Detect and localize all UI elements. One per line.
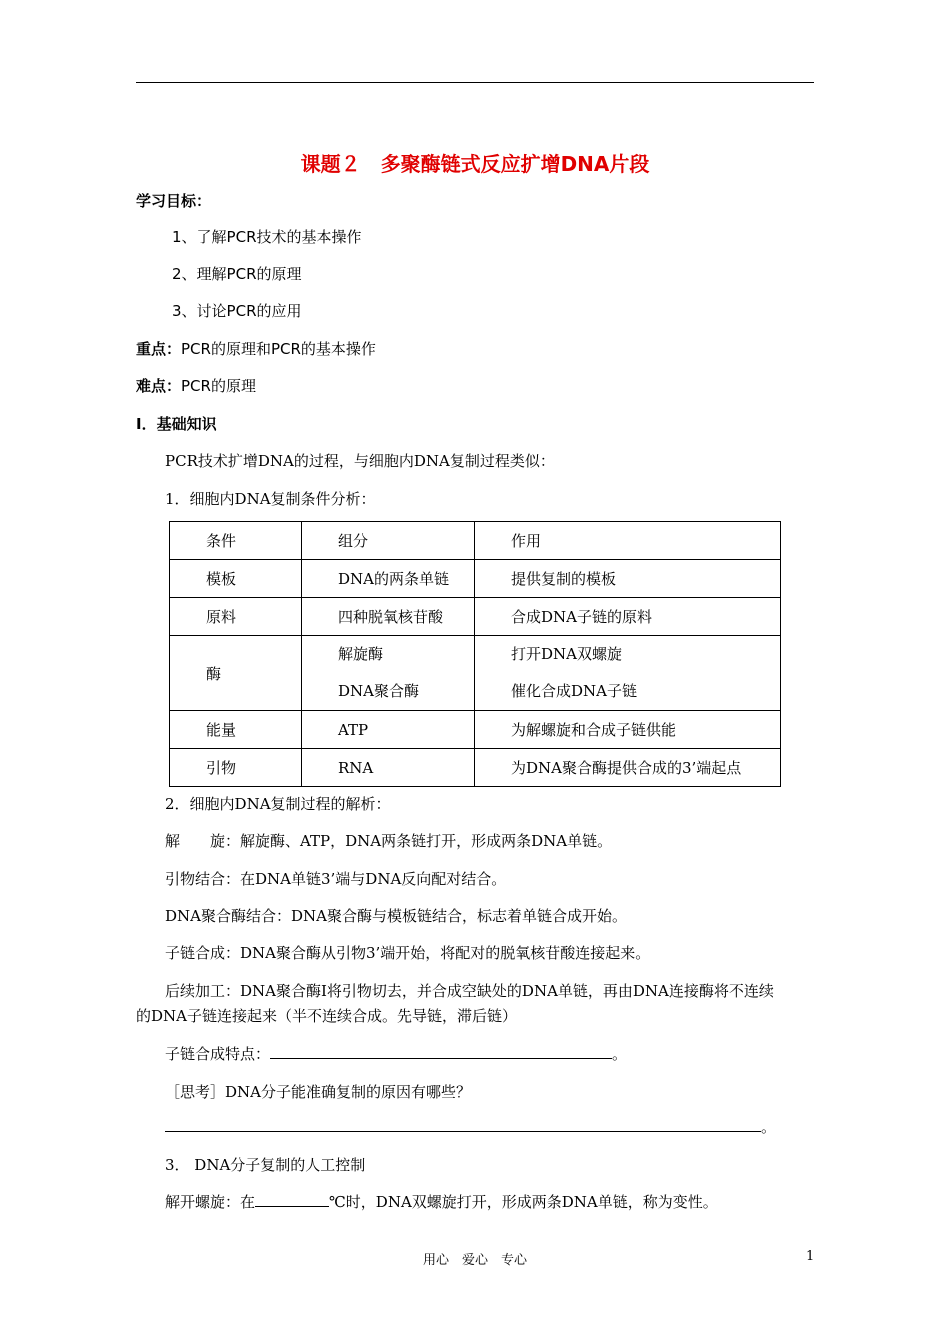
answer-blank bbox=[255, 1192, 329, 1207]
table-cell-condition: 酶 bbox=[170, 636, 302, 711]
period: 。 bbox=[761, 1118, 777, 1136]
table-row bbox=[170, 711, 781, 749]
section-heading: Ⅰ．基础知识 bbox=[136, 415, 217, 433]
key-point-text: PCR的原理和PCR的基本操作 bbox=[181, 340, 376, 358]
table-header-row bbox=[170, 522, 781, 560]
table-cell-condition: 原料 bbox=[170, 598, 302, 636]
difficult-point-label: 难点： bbox=[136, 377, 182, 395]
key-point-label: 重点： bbox=[136, 340, 182, 358]
process-step: 引物结合：在DNA单链3’端与DNA反向配对结合。 bbox=[165, 870, 507, 888]
role-line: 催化合成DNA子链 bbox=[511, 682, 637, 700]
difficult-point bbox=[136, 376, 256, 396]
answer-blank bbox=[270, 1044, 612, 1059]
page-title: 课题２ 多聚酶链式反应扩增DNA片段 bbox=[300, 152, 650, 176]
objective-item: 3、讨论PCR的应用 bbox=[172, 302, 302, 320]
table-cell-role: 合成DNA子链的原料 bbox=[475, 598, 781, 636]
table-cell-component: DNA的两条单链 bbox=[302, 560, 475, 598]
header-rule bbox=[136, 82, 814, 83]
process-step: DNA聚合酶结合：DNA聚合酶与模板链结合，标志着单链合成开始。 bbox=[165, 907, 627, 925]
table-row bbox=[170, 598, 781, 636]
post-processing-line: 后续加工：DNA聚合酶Ⅰ将引物切去，并合成空缺处的DNA单链，再由DNA连接酶将不连续 bbox=[165, 982, 774, 1000]
table-cell-role: 为DNA聚合酶提供合成的3’端起点 bbox=[475, 749, 781, 787]
period: 。 bbox=[612, 1045, 628, 1063]
table-header-cell: 作用 bbox=[475, 522, 781, 560]
table-row bbox=[170, 560, 781, 598]
process-step: 解 旋：解旋酶、ATP，DNA两条链打开，形成两条DNA单链。 bbox=[165, 832, 613, 850]
feature-label: 子链合成特点： bbox=[165, 1045, 271, 1063]
subheading-process: 2．细胞内DNA复制过程的解析： bbox=[165, 795, 391, 813]
objectives-heading: 学习目标： bbox=[136, 192, 212, 210]
think-question: ［思考］DNA分子能准确复制的原因有哪些？ bbox=[165, 1083, 471, 1101]
difficult-point-text: PCR的原理 bbox=[181, 377, 256, 395]
table-cell-role bbox=[475, 636, 781, 711]
table-cell-component: 四种脱氧核苷酸 bbox=[302, 598, 475, 636]
table-header-cell: 组分 bbox=[302, 522, 475, 560]
conditions-table bbox=[169, 521, 781, 787]
unwind-text-b: ℃时，DNA双螺旋打开，形成两条DNA单链，称为变性。 bbox=[329, 1193, 718, 1211]
key-point bbox=[136, 339, 376, 359]
table-row bbox=[170, 749, 781, 787]
answer-blank bbox=[165, 1117, 761, 1132]
objective-item: 1、了解PCR技术的基本操作 bbox=[172, 228, 362, 246]
page-number: 1 bbox=[806, 1249, 815, 1264]
table-cell-role: 为解螺旋和合成子链供能 bbox=[475, 711, 781, 749]
table-cell-condition: 引物 bbox=[170, 749, 302, 787]
objective-item: 2、理解PCR的原理 bbox=[172, 265, 302, 283]
table-cell-condition: 模板 bbox=[170, 560, 302, 598]
component-line: DNA聚合酶 bbox=[338, 682, 419, 700]
table-cell-component: ATP bbox=[302, 711, 475, 749]
table-cell-component: RNA bbox=[302, 749, 475, 787]
table-cell-role: 提供复制的模板 bbox=[475, 560, 781, 598]
subheading-conditions: 1．细胞内DNA复制条件分析： bbox=[165, 490, 376, 508]
table-row bbox=[170, 636, 781, 711]
role-line: 打开DNA双螺旋 bbox=[511, 645, 622, 663]
table-cell-component bbox=[302, 636, 475, 711]
component-line: 解旋酶 bbox=[338, 645, 384, 663]
think-answer bbox=[165, 1117, 776, 1137]
section-intro: PCR技术扩增DNA的过程，与细胞内DNA复制过程类似： bbox=[165, 452, 555, 470]
post-processing-line: 的DNA子链连接起来（半不连续合成。先导链，滞后链） bbox=[136, 1007, 517, 1025]
feature-question bbox=[165, 1044, 627, 1064]
unwinding-line bbox=[165, 1192, 718, 1212]
subheading-artificial-control: 3． DNA分子复制的人工控制 bbox=[165, 1156, 366, 1174]
table-header-cell: 条件 bbox=[170, 522, 302, 560]
page-footer: 用心 爱心 专心 bbox=[422, 1253, 527, 1268]
process-step: 子链合成：DNA聚合酶从引物3’端开始，将配对的脱氧核苷酸连接起来。 bbox=[165, 944, 651, 962]
unwind-text-a: 解开螺旋：在 bbox=[165, 1193, 256, 1211]
table-cell-condition: 能量 bbox=[170, 711, 302, 749]
